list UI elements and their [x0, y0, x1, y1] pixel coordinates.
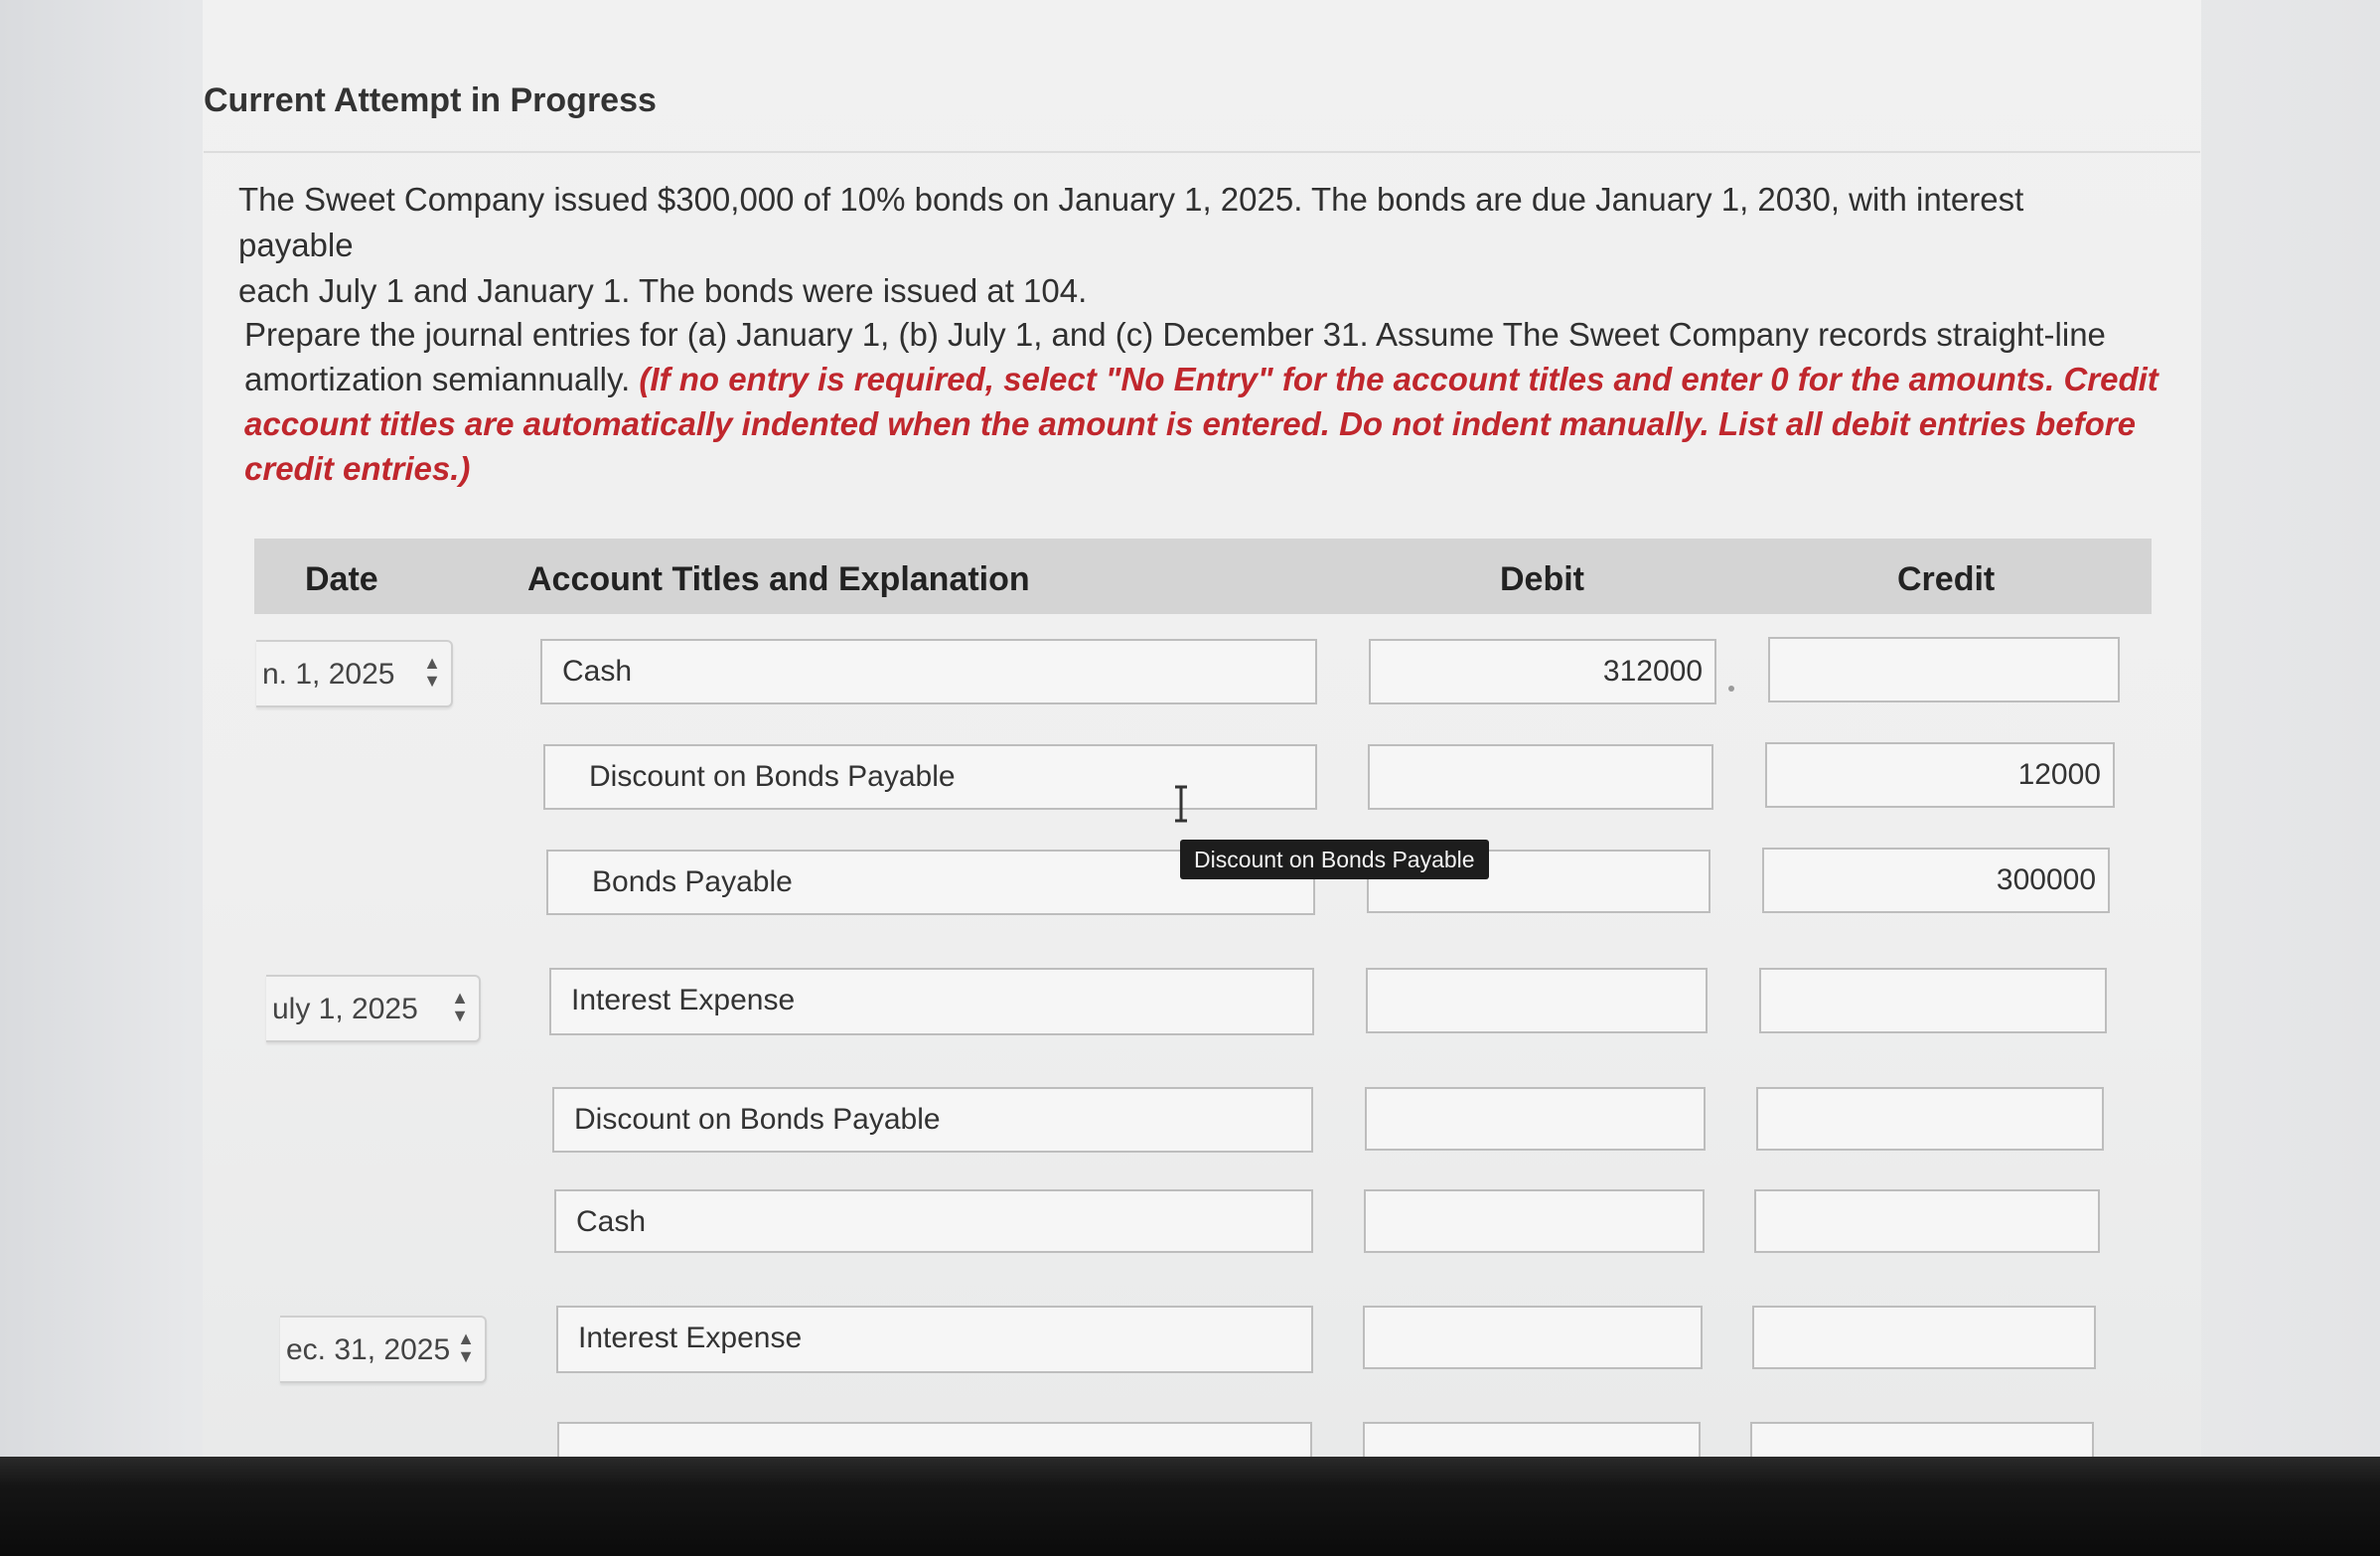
monitor-bezel [0, 1457, 2380, 1556]
header-account: Account Titles and Explanation [527, 560, 1030, 598]
problem-line-2: each July 1 and January 1. The bonds were issued at 104. [238, 272, 1088, 309]
debit-field[interactable] [1363, 1306, 1703, 1369]
debit-field[interactable] [1363, 1422, 1701, 1457]
date-select-3[interactable] [280, 1316, 487, 1383]
date-select-value: ec. 31, 2025 [286, 1333, 451, 1366]
header-debit: Debit [1500, 560, 1584, 598]
instructions-hint: (If no entry is required, select "No Entry" for the account titles and enter 0 for the amounts. Credit account titles are automatically indented when the amount is entered. Do not indent manually. List all debit entries before credit entries.) [244, 361, 2158, 487]
attempt-title: Current Attempt in Progress [204, 81, 657, 119]
credit-field[interactable] [1762, 848, 2110, 913]
debit-field[interactable] [1366, 968, 1708, 1033]
spinner-dot [1728, 686, 1734, 692]
credit-field[interactable] [1759, 968, 2107, 1033]
account-field[interactable] [540, 639, 1317, 704]
credit-field[interactable] [1765, 742, 2115, 808]
up-down-arrows-icon: ▲ ▼ [451, 988, 469, 1025]
credit-value: 300000 [1996, 863, 2096, 896]
divider [204, 151, 2200, 153]
account-value: Bonds Payable [592, 865, 793, 898]
credit-value: 12000 [2017, 758, 2101, 791]
credit-field[interactable] [1754, 1189, 2100, 1253]
account-field[interactable] [552, 1087, 1313, 1153]
account-value: Cash [576, 1205, 647, 1238]
account-value: Cash [562, 655, 633, 688]
text-cursor-icon [1172, 785, 1190, 823]
date-select-2[interactable] [266, 975, 481, 1042]
account-value: Discount on Bonds Payable [589, 760, 956, 793]
account-value: Interest Expense [578, 1322, 803, 1354]
account-value: Interest Expense [571, 984, 796, 1016]
credit-field[interactable] [1750, 1422, 2094, 1457]
credit-field[interactable] [1756, 1087, 2104, 1151]
debit-field[interactable] [1369, 639, 1716, 704]
account-value: Discount on Bonds Payable [574, 1103, 941, 1136]
problem-statement [238, 177, 2126, 314]
instructions-text: Prepare the journal entries for (a) January 1, (b) July 1, and (c) December 31. Assume The Sweet Company records straight-line amortization semiannually. [244, 316, 2106, 397]
credit-field[interactable] [1768, 637, 2120, 702]
credit-field[interactable] [1752, 1306, 2096, 1369]
date-select-value: uly 1, 2025 [272, 993, 418, 1025]
account-field[interactable] [549, 968, 1314, 1035]
debit-field[interactable] [1365, 1087, 1706, 1151]
debit-value: 312000 [1602, 655, 1703, 688]
tooltip: Discount on Bonds Payable [1180, 840, 1489, 879]
problem-line-1: The Sweet Company issued $300,000 of 10% bonds on January 1, 2025. The bonds are due January 1, 2030, with interest payable [238, 181, 2024, 263]
account-field[interactable] [543, 744, 1317, 810]
header-credit: Credit [1897, 560, 1996, 598]
header-date: Date [305, 560, 378, 598]
date-select-1[interactable] [256, 640, 453, 707]
account-field[interactable] [556, 1306, 1313, 1373]
journal-table-header [254, 539, 2152, 614]
debit-field[interactable] [1368, 744, 1713, 810]
up-down-arrows-icon: ▲ ▼ [423, 653, 441, 691]
account-field[interactable] [557, 1422, 1312, 1457]
instructions [244, 312, 2161, 491]
account-field[interactable] [554, 1189, 1313, 1253]
date-select-value: n. 1, 2025 [262, 658, 395, 691]
debit-field[interactable] [1364, 1189, 1705, 1253]
up-down-arrows-icon: ▲ ▼ [457, 1328, 475, 1366]
